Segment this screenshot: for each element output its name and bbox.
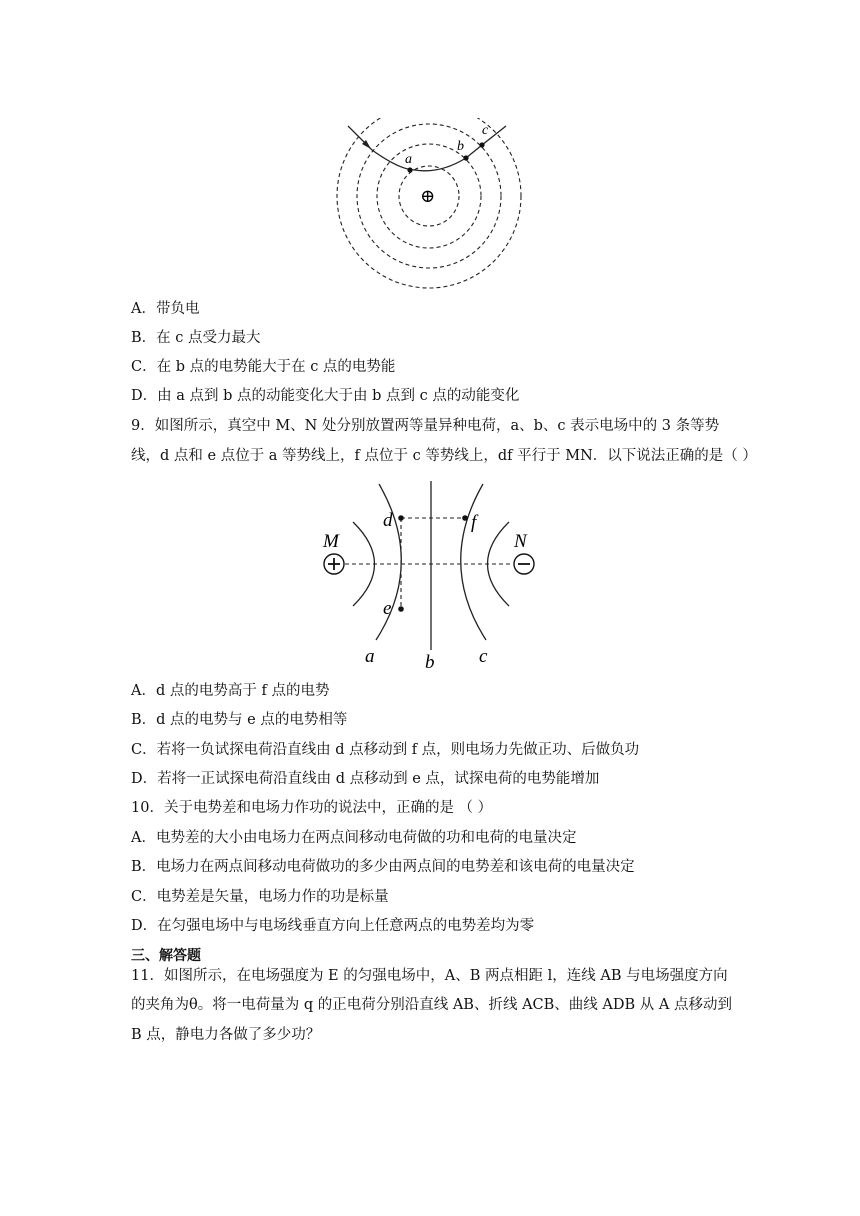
point-a [407, 167, 412, 172]
label-f: f [471, 512, 477, 533]
q9-stem-line2: 线，d 点和 e 点位于 a 等势线上，f 点位于 c 等势线上，df 平行于 MN．以下说法正确的是（ ） [131, 448, 757, 464]
q11-line2: 的夹角为θ。将一电荷量为 q 的正电荷分别沿直线 AB、折线 ACB、曲线 ADB 从 A 点移动到 [131, 997, 732, 1013]
q10-option-a: A．电势差的大小由电场力在两点间移动电荷做的功和电荷的电量决定 [131, 830, 577, 846]
label-e: e [383, 598, 392, 619]
label-b2: b [425, 652, 435, 673]
label-N: N [514, 531, 527, 552]
positive-charge-icon: ⊕ [420, 186, 436, 206]
figure-equipotential-circles [330, 118, 530, 293]
q11-line1: 11．如图所示，在电场强度为 E 的匀强电场中，A、B 两点相距 l，连线 AB 与电场强度方向 [131, 968, 728, 984]
point-d [398, 515, 404, 521]
q10-option-b: B．电场力在两点间移动电荷做功的多少由两点间的电势差和该电荷的电量决定 [131, 859, 635, 875]
q8-option-c: C．在 b 点的电势能大于在 c 点的电势能 [131, 359, 396, 375]
section-heading: 三、解答题 [131, 948, 201, 964]
label-M: M [323, 531, 339, 552]
label-a: a [405, 152, 412, 167]
point-b [463, 155, 468, 160]
curve-right-inner [488, 522, 510, 606]
label-c2: c [479, 646, 488, 667]
q10-option-d: D．在匀强电场中与电场线垂直方向上任意两点的电势差均为零 [131, 918, 535, 934]
label-a2: a [365, 646, 375, 667]
q10-option-c: C．电势差是矢量，电场力作的功是标量 [131, 889, 389, 905]
figure-dipole-equipotentials [315, 478, 545, 674]
point-c [479, 142, 484, 147]
curve-left-inner [353, 522, 375, 606]
label-b: b [457, 139, 464, 154]
label-c: c [482, 123, 489, 138]
q9-option-d: D．若将一正试探电荷沿直线由 d 点移动到 e 点，试探电荷的电势能增加 [131, 771, 600, 787]
q9-option-b: B．d 点的电势与 e 点的电势相等 [131, 712, 348, 728]
q9-option-a: A．d 点的电势高于 f 点的电势 [131, 683, 330, 699]
point-e [398, 606, 404, 612]
q9-option-c: C．若将一负试探电荷沿直线由 d 点移动到 f 点，则电场力先做正功、后做负功 [131, 742, 640, 758]
q9-stem-line1: 9．如图所示，真空中 M、N 处分别放置两等量异种电荷，a、b、c 表示电场中的 3 条等势 [131, 418, 720, 434]
q8-option-a: A．带负电 [131, 301, 200, 317]
q8-option-b: B．在 c 点受力最大 [131, 330, 261, 346]
label-d: d [383, 510, 393, 531]
q10-stem: 10．关于电势差和电场力作功的说法中，正确的是 （ ） [131, 800, 493, 816]
point-f [462, 515, 468, 521]
q11-line3: B 点，静电力各做了多少功？ [131, 1027, 321, 1043]
curve-c [461, 484, 486, 640]
q8-option-d: D．由 a 点到 b 点的动能变化大于由 b 点到 c 点的动能变化 [131, 388, 520, 404]
